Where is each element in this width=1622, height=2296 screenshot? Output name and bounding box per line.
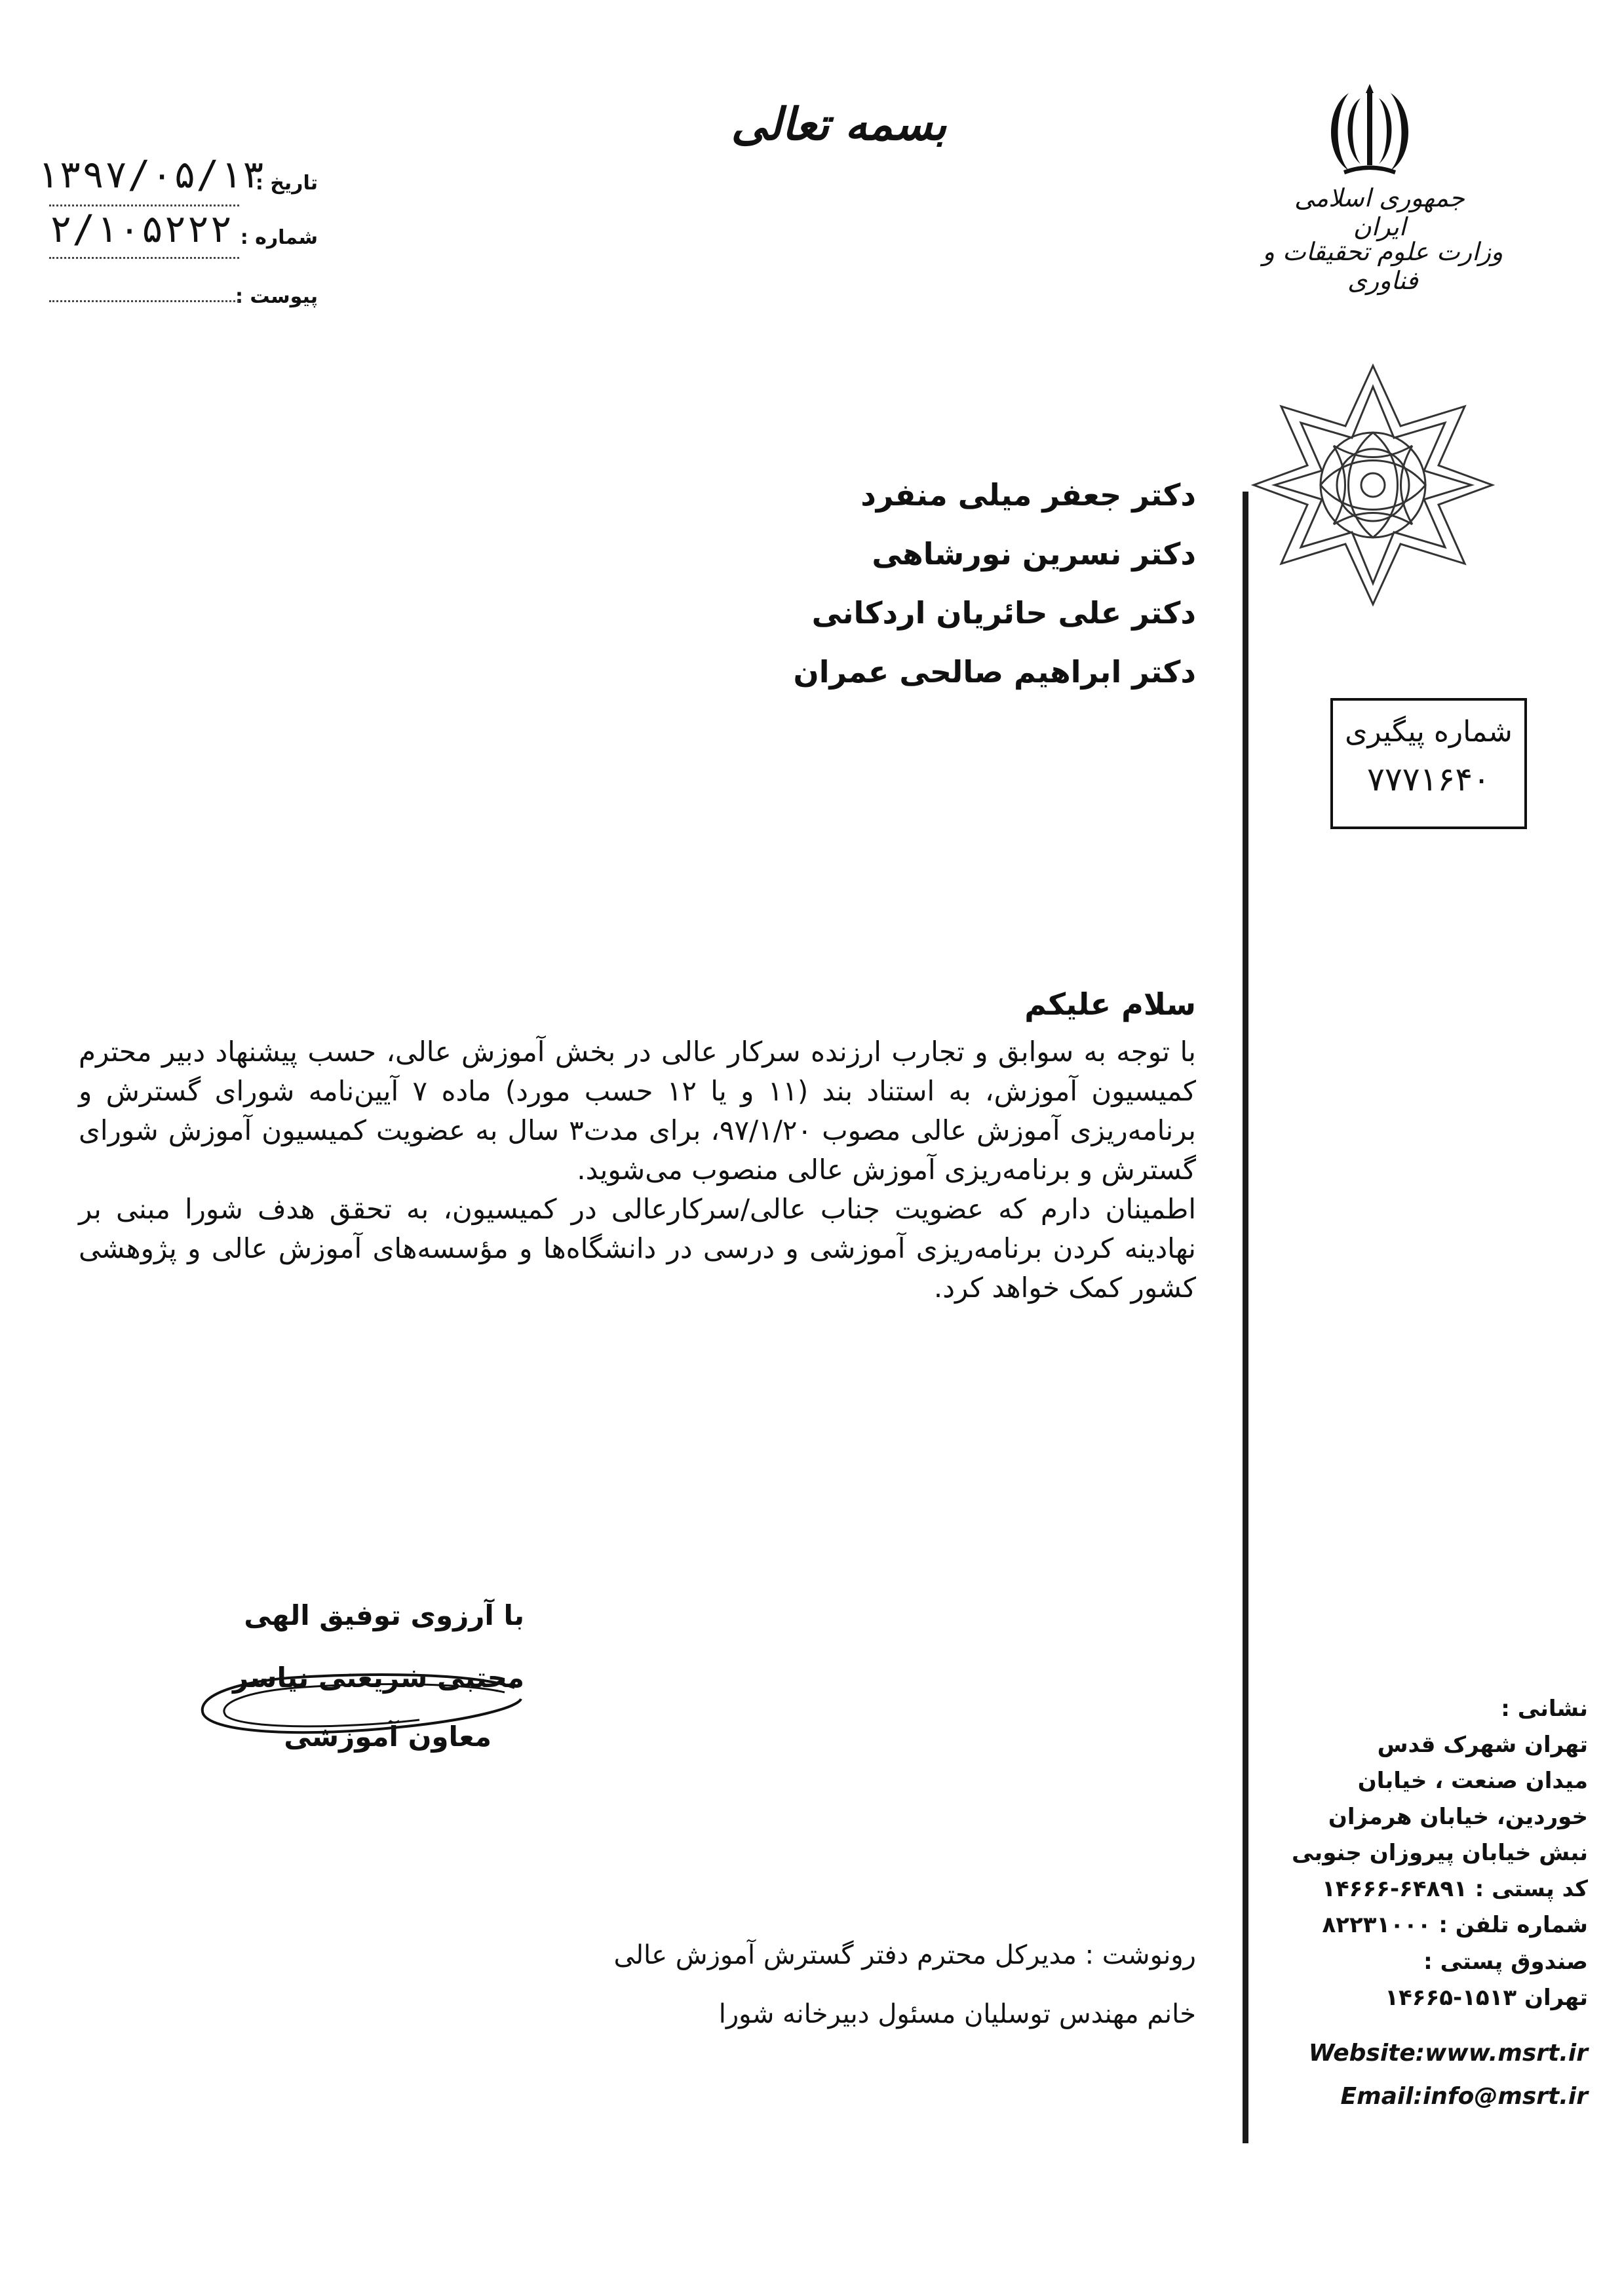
recipient-1: دکتر جعفر میلی منفرد [860,477,1196,513]
emblem-icon [1317,79,1422,184]
address-line: خوردین، خیابان هرمزان [1328,1804,1588,1831]
number-value: ۲/۱۰۵۲۲۲ [49,206,233,251]
tracking-number: ۷۷۷۱۶۴۰ [1367,760,1490,798]
website-link[interactable]: Website:www.msrt.ir [1308,2040,1588,2067]
letter-body [79,1032,1196,1308]
tracking-box [1330,698,1527,829]
attachment-label: پیوست : [235,285,318,308]
signer-name: مجتبی شریعتی نیاسر [233,1662,524,1694]
address-line: تهران شهرک قدس [1377,1732,1588,1759]
body-paragraph-1: با توجه به سوابق و تجارب ارزنده سرکار عالی در بخش آموزش عالی، حسب پیشنهاد دبیر محترم کمیسیون آموزش، به استناد بند (۱۱ و یا ۱۲ حسب مورد) ماده ۷ آیین‌نامه شورای گسترش و برنامه‌ریزی آموزش عالی مصوب ۹۷/۱/۲۰، برای مدت۳ سال به عضویت کمیسیون آموزش شورای گسترش و برنامه‌ریزی آموزش عالی منصوب می‌شوید. [79,1036,1197,1186]
address-line: صندوق پستی : [1423,1948,1588,1975]
address-line: تهران ۱۵۱۳-۱۴۶۶۵ [1385,1984,1588,2011]
ornament-icon [1248,360,1497,610]
address-block [1247,1691,1588,2016]
tracking-label: شماره پیگیری [1345,715,1513,749]
ministry-name: وزارت علوم تحقیقات و فناوری [1262,237,1503,295]
address-line: شماره تلفن : ۸۲۲۳۱۰۰۰ [1322,1912,1588,1939]
greeting: سلام علیکم [1024,986,1196,1022]
recipient-2: دکتر نسرین نورشاهی [872,536,1196,572]
attachment-underline [49,300,239,302]
basmala: بسمه تعالی [731,98,947,151]
cc-line-1: رونوشت : مدیرکل محترم دفتر گسترش آموزش عالی [613,1940,1196,1970]
address-line: نبش خیابان پیروزان جنوبی [1292,1840,1588,1867]
ministry-country: جمهوری اسلامی ایران [1294,184,1465,241]
address-line: نشانی : [1501,1696,1588,1722]
signer-title: معاون آموزشی [284,1721,492,1753]
date-value: ۱۳۹۷/۰۵/۱۳ [36,152,265,197]
closing-wish: با آرزوی توفیق الهی [244,1599,524,1631]
date-label: تاریخ : [255,172,318,195]
number-underline [49,257,239,259]
address-line: کد پستی : ۶۴۸۹۱-۱۴۶۶۶ [1322,1876,1588,1903]
address-line: میدان صنعت ، خیابان [1357,1768,1588,1795]
recipient-4: دکتر ابراهیم صالحی عمران [793,654,1196,690]
signature-scribble [190,1652,531,1750]
recipient-3: دکتر علی حائریان اردکانی [811,595,1196,631]
cc-line-2: خانم مهندس توسلیان مسئول دبیرخانه شورا [718,1999,1196,2029]
number-label: شماره : [240,226,318,249]
body-paragraph-2: اطمینان دارم که عضویت جناب عالی/سرکارعالی در کمیسیون، به تحقق هدف شورا مبنی بر نهادینه کردن برنامه‌ریزی آموزشی و درسی در دانشگاه‌ها و مؤسسه‌های آموزش عالی و پژوهشی کشور کمک خواهد کرد. [79,1193,1196,1304]
email-link[interactable]: Email:info@msrt.ir [1340,2083,1588,2110]
